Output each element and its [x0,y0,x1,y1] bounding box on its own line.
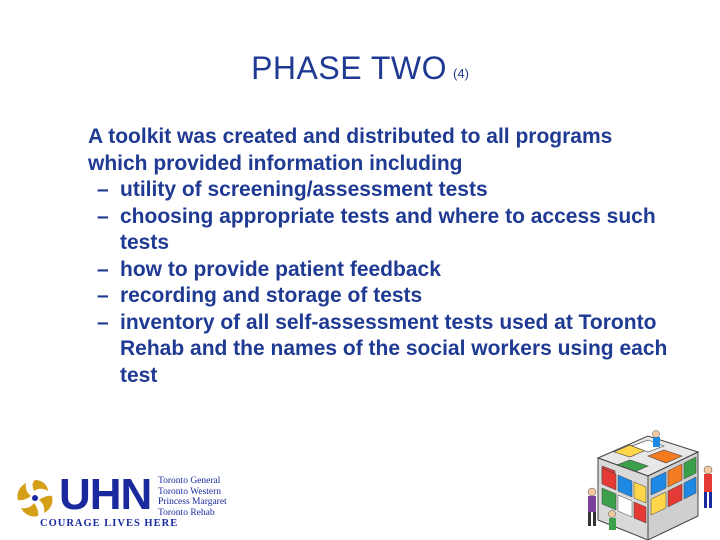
hospital-list [158,476,268,518]
bullet-text: recording and storage of tests [120,284,423,307]
bullet-text: utility of screening/assessment tests [120,178,488,201]
bullet-text: how to provide patient feedback [120,257,441,281]
bullet-item [88,204,668,257]
bullet-text: inventory of all self-assessment tests used at Toronto Rehab and the names of the social workers using each test [120,310,668,387]
bullet-list [88,177,668,389]
logo-wordmark: UHN [59,470,152,519]
dash-marker: – [97,257,109,281]
rubiks-cube-people-icon [578,430,720,540]
dash-marker: – [97,310,109,334]
bullet-item [88,283,668,310]
hospital-name: Toronto General [158,476,221,486]
uhn-logo [12,470,262,534]
title-note: (4) [453,66,469,81]
slide-body [88,124,668,389]
bullet-item [88,310,668,390]
dash-marker: – [97,178,109,201]
dash-marker: – [97,204,109,228]
bullet-item [88,177,668,204]
bullet-item [88,257,668,284]
title-text: PHASE TWO [251,50,448,86]
hospital-name: Toronto Rehab [158,507,215,518]
slide-title [0,50,720,87]
swirl-icon [12,476,58,520]
hospital-name: Princess Margaret [158,497,227,507]
intro-paragraph: A toolkit was created and distributed to all programs which provided information including [88,125,613,175]
bullet-text: choosing appropriate tests and where to access such tests [120,204,656,254]
dash-marker: – [97,284,109,307]
logo-tagline: COURAGE LIVES HERE [40,518,179,529]
hospital-name: Toronto Western [158,486,222,497]
